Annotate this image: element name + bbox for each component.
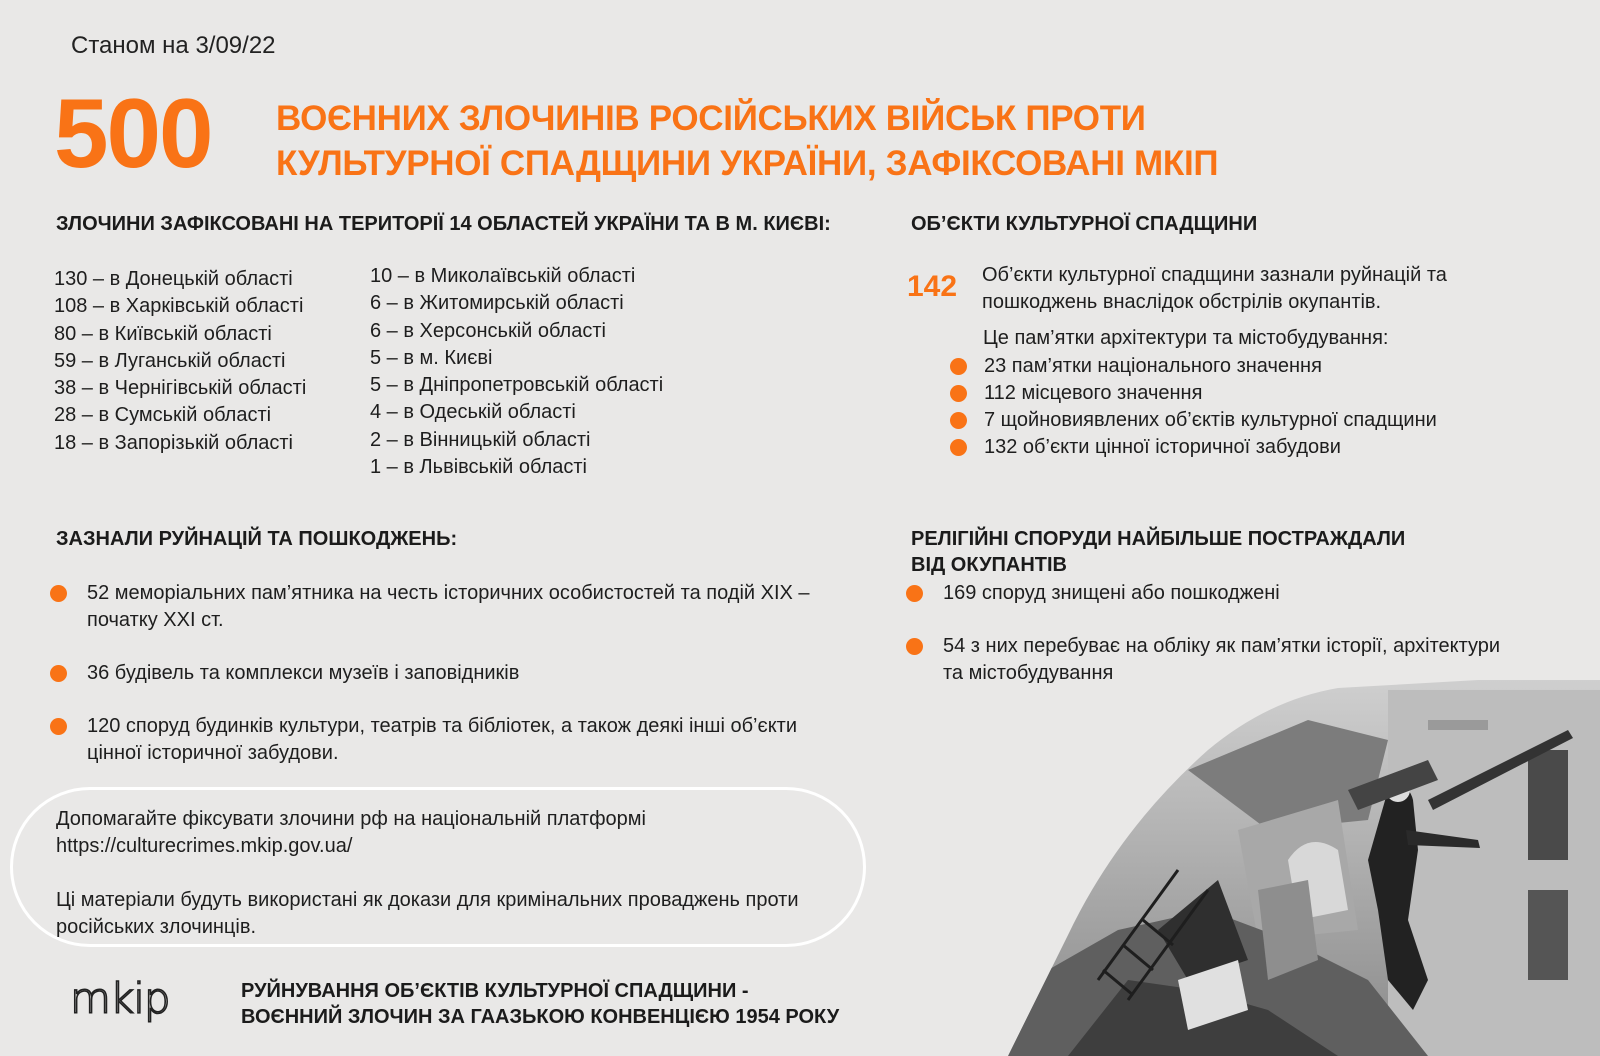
religious-title (911, 526, 1405, 578)
footer-statement (241, 978, 839, 1030)
regions-list-col1 (54, 266, 306, 457)
bullet-dot-icon (906, 638, 923, 655)
headline-line-1: ВОЄННИХ ЗЛОЧИНІВ РОСІЙСЬКИХ ВІЙСЬК ПРОТИ (276, 99, 1146, 138)
list-item: 120 споруд будинків культури, театрів та бібліотек, а також деякі інші об’єкти цінної історичної забудови. (50, 713, 850, 767)
bullet-dot-icon (950, 412, 967, 429)
region-item: 6 – в Житомирській області (370, 292, 624, 315)
mkip-logo-icon (70, 977, 194, 1023)
region-item: 130 – в Донецькій області (54, 268, 293, 290)
footer-line: ВОЄННИЙ ЗЛОЧИН ЗА ГААЗЬКОЮ КОНВЕНЦІЄЮ 1954 РОКУ (241, 1006, 840, 1028)
region-item: 38 – в Чернігівській області (54, 377, 307, 400)
region-item: 1 – в Львівській області (370, 456, 587, 479)
region-item: 80 – в Київській області (54, 322, 272, 345)
bullet-dot-icon (950, 439, 967, 456)
bullet-dot-icon (906, 585, 923, 602)
region-item: 2 – в Вінницькій області (370, 428, 591, 451)
region-item: 10 – в Миколаївській області (370, 265, 636, 287)
list-item: 112 місцевого значення (950, 380, 1437, 407)
crimes-total-number: 500 (54, 78, 212, 188)
heritage-intro: Це пам’ятки архітектури та містобудування: (983, 327, 1389, 349)
region-item: 6 – в Херсонській області (370, 319, 606, 342)
bullet-dot-icon (950, 358, 967, 375)
region-item: 4 – в Одеській області (370, 401, 576, 424)
heritage-number: 142 (907, 270, 958, 303)
headline-line-2: КУЛЬТУРНОЇ СПАДЩИНИ УКРАЇНИ, ЗАФІКСОВАНІ МКІП (276, 144, 1219, 183)
region-item: 5 – в м. Києві (370, 346, 493, 369)
cta-line: російських злочинців. (56, 916, 256, 938)
religious-title-line: ВІД ОКУПАНТІВ (911, 554, 1067, 576)
religious-title-line: РЕЛІГІЙНІ СПОРУДИ НАЙБІЛЬШЕ ПОСТРАЖДАЛИ (911, 528, 1406, 550)
region-item: 28 – в Сумській області (54, 404, 272, 427)
list-item: 36 будівель та комплекси музеїв і заповідників (50, 660, 850, 687)
cta-line: Ці матеріали будуть використані як докази для кримінальних проваджень проти (56, 889, 799, 911)
bullet-dot-icon (50, 718, 67, 735)
cta-text (56, 806, 836, 941)
list-item: 132 об’єкти цінної історичної забудови (950, 434, 1437, 461)
damage-bullet-list (50, 580, 850, 793)
region-item: 59 – в Луганській області (54, 349, 286, 372)
region-item: 18 – в Запорізькій області (54, 431, 293, 454)
list-item: 7 щойновиявлених об’єктів культурної спадщини (950, 407, 1437, 434)
cta-line: Допомагайте фіксувати злочини рф на національній платформі (56, 808, 646, 830)
headline (276, 96, 1218, 186)
damage-title: ЗАЗНАЛИ РУЙНАЦІЙ ТА ПОШКОДЖЕНЬ: (56, 528, 458, 550)
heritage-description (982, 262, 1522, 316)
mkip-logo-text: mkip (70, 977, 170, 1023)
heritage-bullet-list (950, 353, 1437, 461)
regions-title: ЗЛОЧИНИ ЗАФІКСОВАНІ НА ТЕРИТОРІЇ 14 ОБЛАСТЕЙ УКРАЇНИ ТА В М. КИЄВІ: (56, 213, 831, 235)
list-item: 169 споруд знищені або пошкоджені (906, 580, 1546, 607)
platform-link[interactable]: https://culturecrimes.mkip.gov.ua/ (56, 835, 353, 857)
list-item: 23 пам’ятки національного значення (950, 353, 1437, 380)
region-item: 108 – в Харківській області (54, 295, 304, 318)
list-item: 52 меморіальних пам’ятника на честь історичних особистостей та подій XIX – початку XXI ст. (50, 580, 850, 634)
bullet-dot-icon (50, 585, 67, 602)
bullet-dot-icon (950, 385, 967, 402)
heritage-title: ОБ’ЄКТИ КУЛЬТУРНОЇ СПАДЩИНИ (911, 213, 1258, 235)
date-label: Станом на 3/09/22 (71, 32, 276, 59)
region-item: 5 – в Дніпропетровській області (370, 374, 664, 397)
destroyed-building-photo (1008, 680, 1600, 1056)
heritage-description-line: Об’єкти культурної спадщини зазнали руйнацій та (982, 264, 1447, 286)
bullet-dot-icon (50, 665, 67, 682)
list-item: 54 з них перебуває на обліку як пам’ятки історії, архітектури та містобудування (906, 633, 1546, 687)
regions-list-col2 (370, 263, 663, 481)
footer-line: РУЙНУВАННЯ ОБ’ЄКТІВ КУЛЬТУРНОЇ СПАДЩИНИ - (241, 980, 749, 1002)
heritage-description-line: пошкоджень внаслідок обстрілів окупантів. (982, 291, 1382, 313)
